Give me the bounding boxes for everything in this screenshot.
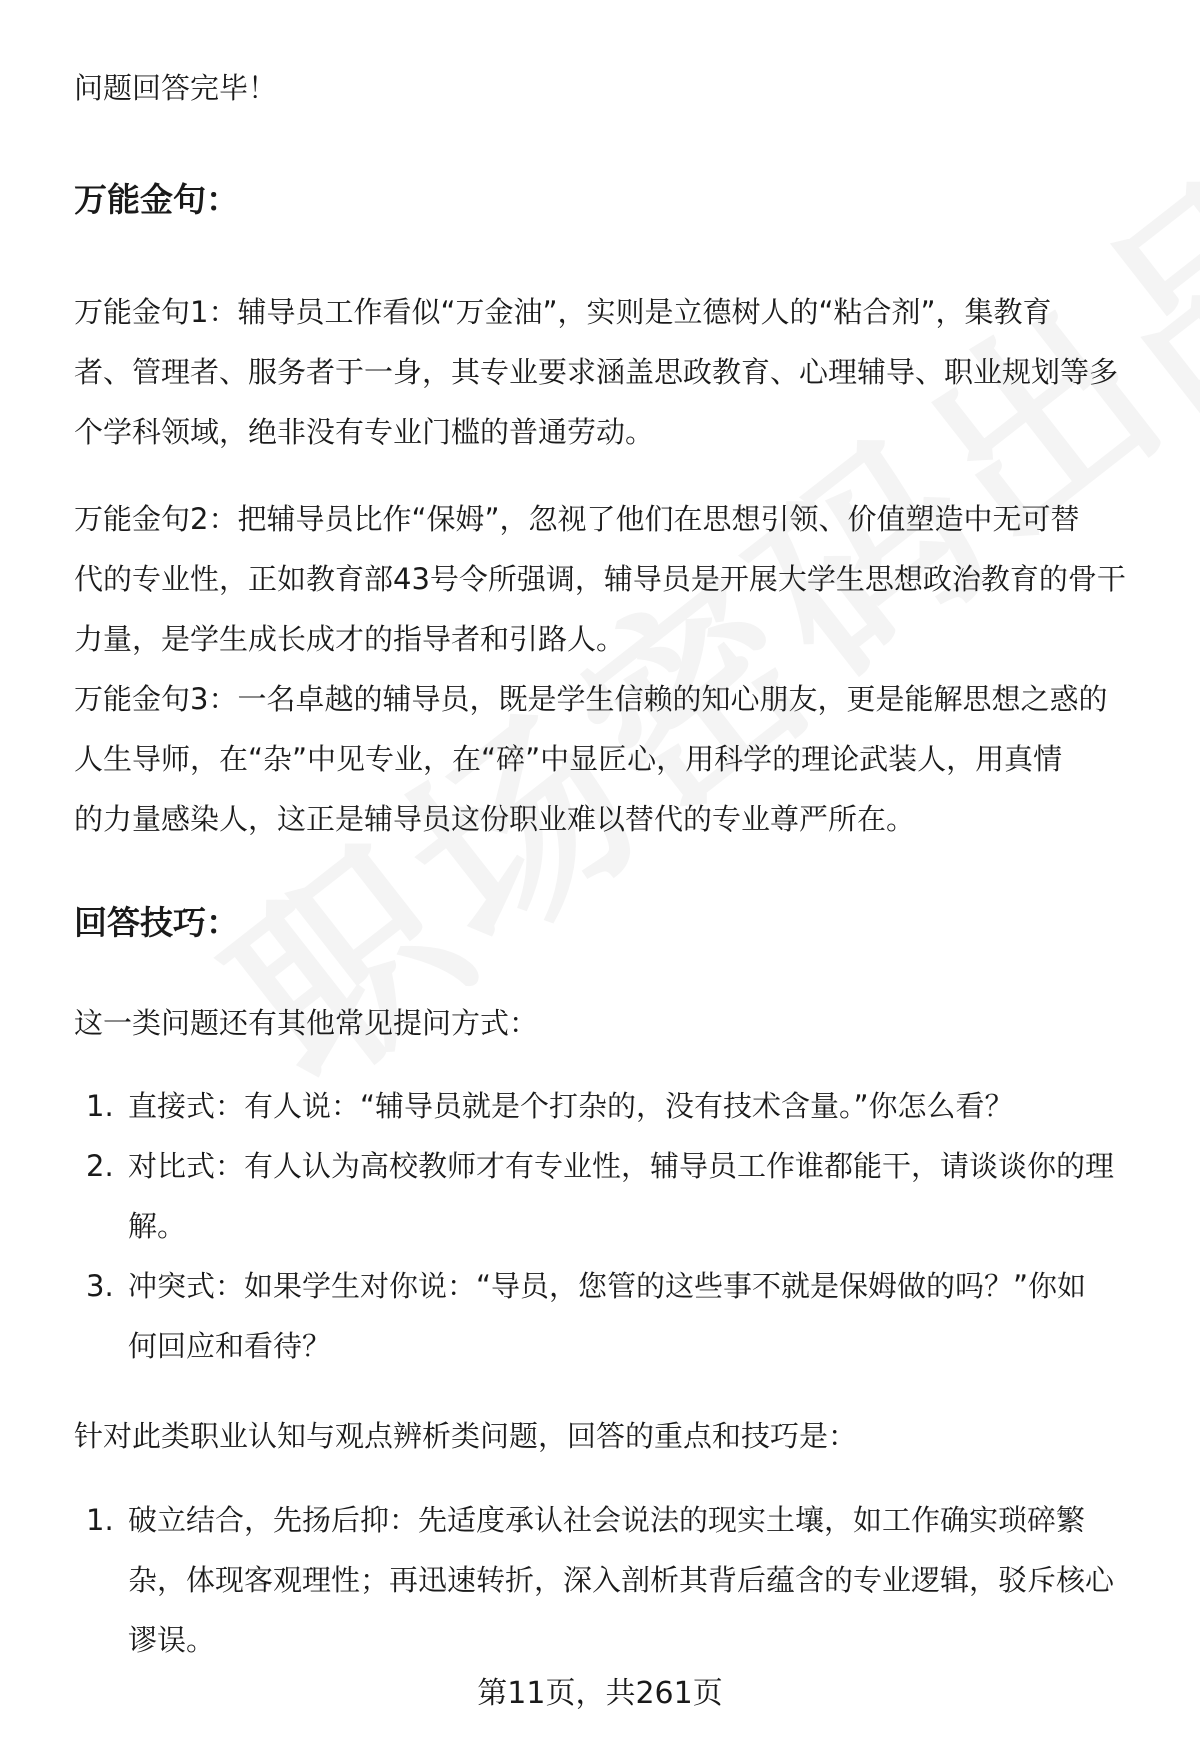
text-line: 者、管理者、服务者于一身，其专业要求涵盖思政教育、心理辅导、职业规划等多	[74, 355, 1119, 389]
text-line: 谬误。	[128, 1623, 216, 1657]
list-number: 2.	[86, 1149, 114, 1183]
text-line: 何回应和看待？	[128, 1329, 332, 1363]
list-item	[74, 1256, 1154, 1376]
list-item	[74, 1076, 1154, 1136]
text-line: 的力量感染人，这正是辅导员这份职业难以替代的专业尊严所在。	[74, 802, 916, 836]
list-number: 1.	[86, 1089, 114, 1123]
list-item	[74, 1136, 1154, 1256]
text-line: 万能金句2：把辅导员比作“保姆”，忽视了他们在思想引领、价值塑造中无可替	[74, 502, 1080, 536]
text-line: 代的专业性，正如教育部43号令所强调，辅导员是开展大学生思想政治教育的骨干	[74, 562, 1126, 596]
text-line: 人生导师，在“杂”中见专业，在“碎”中显匠心，用科学的理论武装人，用真情	[74, 742, 1063, 776]
golden-sentence-1	[74, 282, 1154, 462]
text-line: 解。	[128, 1209, 187, 1243]
text-line: 破立结合，先扬后抑：先适度承认社会说法的现实土壤，如工作确实琐碎繁	[128, 1503, 1086, 1537]
text-line: 直接式：有人说：“辅导员就是个打杂的，没有技术含量。”你怎么看？	[128, 1089, 1014, 1123]
document-content	[74, 0, 1154, 1670]
text-line: 个学科领域，绝非没有专业门槛的普通劳动。	[74, 415, 655, 449]
golden-sentence-2	[74, 489, 1154, 669]
intro-text: 问题回答完毕！	[74, 71, 278, 105]
answer-techniques-list	[74, 1490, 1154, 1670]
page-footer: 第11页，共261页	[477, 1676, 723, 1711]
text-line: 力量，是学生成长成才的指导者和引路人。	[74, 622, 626, 656]
text-line: 万能金句1：辅导员工作看似“万金油”，实则是立德树人的“粘合剂”，集教育	[74, 295, 1052, 329]
text-line: 冲突式：如果学生对你说：“导员，您管的这些事不就是保姆做的吗？”你如	[128, 1269, 1087, 1303]
list-item	[74, 1490, 1154, 1670]
golden-sentences-heading: 万能金句：	[74, 180, 239, 219]
text-line: 对比式：有人认为高校教师才有专业性，辅导员工作谁都能干，请谈谈你的理	[128, 1149, 1115, 1183]
question-variants-list	[74, 1076, 1154, 1376]
list-number: 1.	[86, 1503, 114, 1537]
text-line: 杂，体现客观理性；再迅速转折，深入剖析其背后蕴含的专业逻辑，驳斥核心	[128, 1563, 1115, 1597]
tips-lead-variants: 这一类问题还有其他常见提问方式：	[74, 1006, 539, 1040]
text-line: 万能金句3：一名卓越的辅导员，既是学生信赖的知心朋友，更是能解思想之惑的	[74, 682, 1108, 716]
tips-lead-techniques: 针对此类职业认知与观点辨析类问题，回答的重点和技巧是：	[74, 1419, 858, 1453]
tips-heading: 回答技巧：	[74, 903, 239, 942]
list-number: 3.	[86, 1269, 114, 1303]
golden-sentence-3	[74, 669, 1154, 849]
